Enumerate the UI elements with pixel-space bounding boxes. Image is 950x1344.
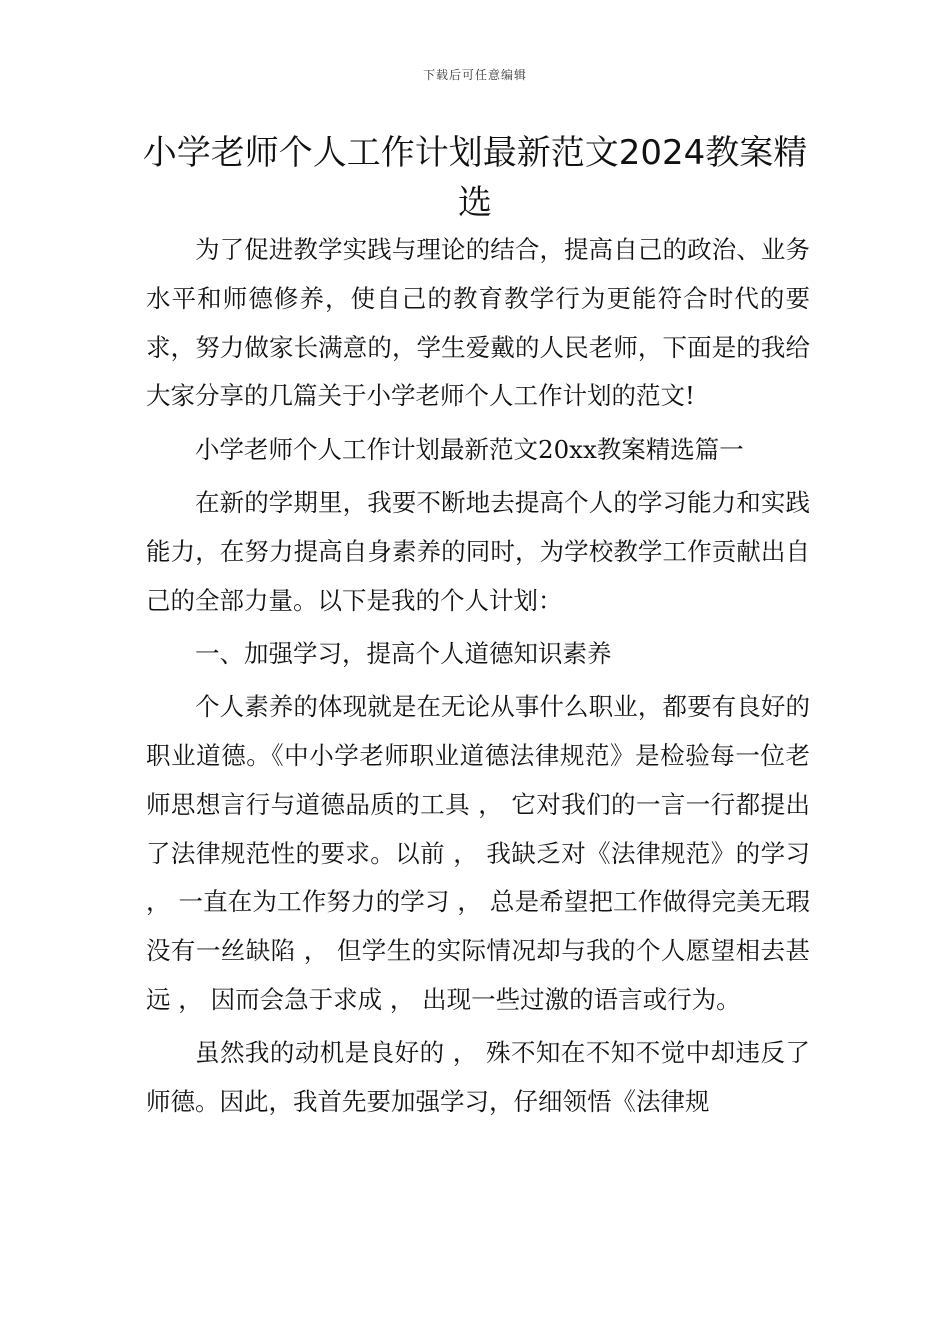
document-title: 小学老师个人工作计划最新范文2024教案精选 <box>142 133 808 223</box>
subsection-heading: 一、加强学习，提高个人道德知识素养 <box>195 638 612 668</box>
intro-paragraph: 为了促进教学实践与理论的结合，提高自己的政治、业务水平和师德修养，使自己的教育教学行为更能符合时代的要求，努力做家长满意的，学生爱戴的人民老师，下面是的我给大家分享的几篇关于小学老师个人工作计划的范文! <box>146 235 810 411</box>
header-note: 下载后可任意编辑 <box>422 68 527 82</box>
body-paragraph: 虽然我的动机是良好的 ， 殊不知在不知不觉中却违反了师德。因此，我首先要加强学习，仔细领悟《法律规 <box>146 1038 810 1117</box>
body-paragraph: 在新的学期里，我要不断地去提高个人的学习能力和实践能力，在努力提高自身素养的同时，为学校教学工作贡献出自己的全部力量。以下是我的个人计划： <box>146 487 810 615</box>
body-paragraph: 个人素养的体现就是在无论从事什么职业，都要有良好的职业道德。《中小学老师职业道德法律规范》是检验每一位老师思想言行与道德品质的工具 ， 它对我们的一言一行都提出了法律规范性的要求。以前 ， 我缺乏对《法律规范》的学习 ， 一直在为工作努力的学习 ， 总是希望把工作做得完美无瑕没有一丝缺陷 ， 但学生的实际情况却与我的个人愿望相去甚远 ， 因而会急于求成 ， 出现一些过激的语言或行为。 <box>146 692 810 1014</box>
section-heading: 小学老师个人工作计划最新范文20xx教案精选篇一 <box>195 434 744 464</box>
document-body <box>146 226 810 1131</box>
